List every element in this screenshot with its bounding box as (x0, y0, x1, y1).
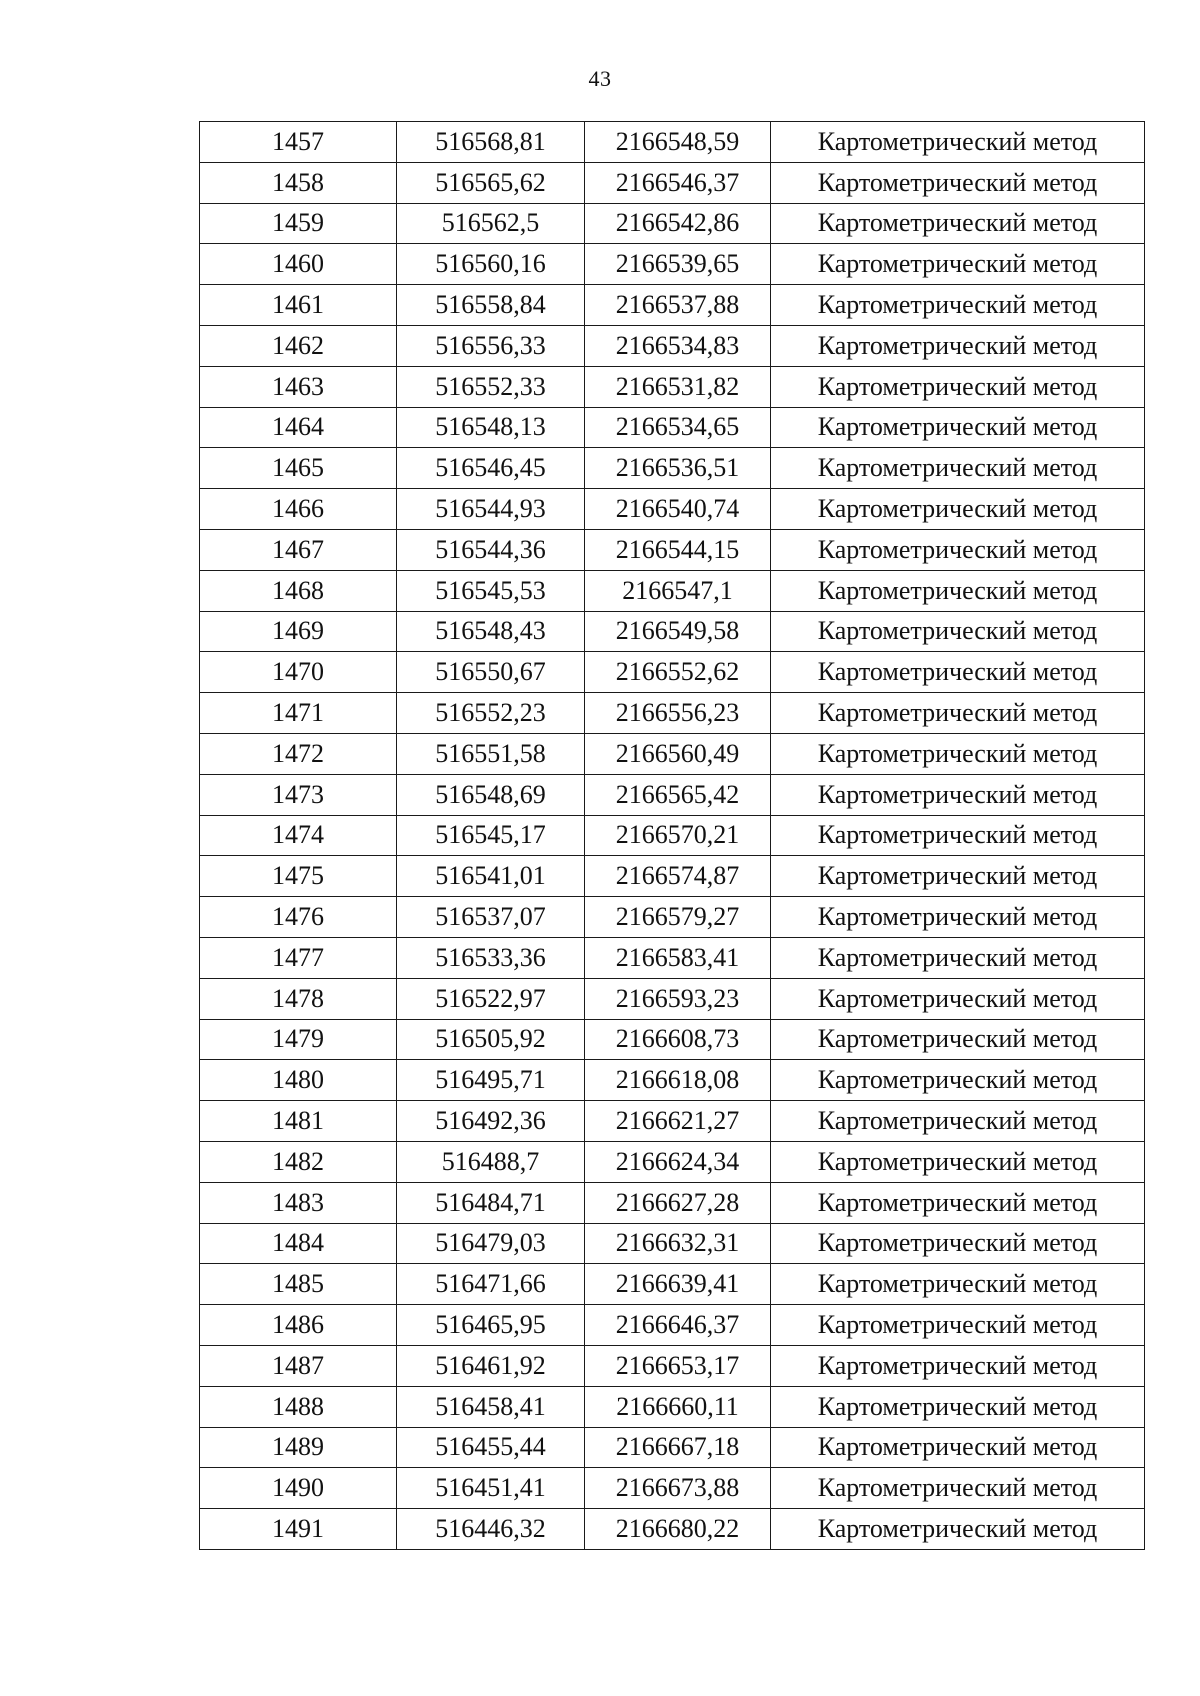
table-row (200, 122, 1145, 163)
coordinate-y-cell: 2166680,22 (585, 1509, 771, 1550)
coordinates-table-body (200, 122, 1145, 1550)
table-row (200, 611, 1145, 652)
coordinate-x-cell: 516495,71 (397, 1060, 585, 1101)
point-number-cell: 1457 (200, 122, 397, 163)
coordinate-y-cell: 2166608,73 (585, 1019, 771, 1060)
coordinate-y-cell: 2166534,83 (585, 325, 771, 366)
table-row (200, 1468, 1145, 1509)
coordinate-y-cell: 2166537,88 (585, 285, 771, 326)
method-cell: Картометрический метод (771, 244, 1145, 285)
method-cell: Картометрический метод (771, 1305, 1145, 1346)
coordinate-y-cell: 2166548,59 (585, 122, 771, 163)
coordinate-y-cell: 2166570,21 (585, 815, 771, 856)
coordinate-x-cell: 516488,7 (397, 1141, 585, 1182)
coordinate-x-cell: 516558,84 (397, 285, 585, 326)
table-row (200, 1509, 1145, 1550)
method-cell: Картометрический метод (771, 1101, 1145, 1142)
method-cell: Картометрический метод (771, 611, 1145, 652)
coordinate-y-cell: 2166583,41 (585, 937, 771, 978)
table-row (200, 856, 1145, 897)
point-number-cell: 1474 (200, 815, 397, 856)
coordinate-x-cell: 516551,58 (397, 733, 585, 774)
coordinate-y-cell: 2166646,37 (585, 1305, 771, 1346)
point-number-cell: 1487 (200, 1345, 397, 1386)
table-row (200, 244, 1145, 285)
method-cell: Картометрический метод (771, 693, 1145, 734)
table-row (200, 693, 1145, 734)
method-cell: Картометрический метод (771, 937, 1145, 978)
point-number-cell: 1490 (200, 1468, 397, 1509)
point-number-cell: 1467 (200, 529, 397, 570)
point-number-cell: 1466 (200, 489, 397, 530)
coordinate-x-cell: 516565,62 (397, 162, 585, 203)
table-row (200, 448, 1145, 489)
table-row (200, 1345, 1145, 1386)
coordinate-y-cell: 2166593,23 (585, 978, 771, 1019)
coordinate-y-cell: 2166624,34 (585, 1141, 771, 1182)
coordinate-x-cell: 516458,41 (397, 1386, 585, 1427)
method-cell: Картометрический метод (771, 1223, 1145, 1264)
coordinate-y-cell: 2166544,15 (585, 529, 771, 570)
table-row (200, 897, 1145, 938)
point-number-cell: 1470 (200, 652, 397, 693)
coordinate-x-cell: 516550,67 (397, 652, 585, 693)
coordinate-x-cell: 516562,5 (397, 203, 585, 244)
coordinate-x-cell: 516548,69 (397, 774, 585, 815)
point-number-cell: 1481 (200, 1101, 397, 1142)
table-row (200, 1427, 1145, 1468)
coordinate-x-cell: 516451,41 (397, 1468, 585, 1509)
point-number-cell: 1486 (200, 1305, 397, 1346)
table-row (200, 1060, 1145, 1101)
table-row (200, 774, 1145, 815)
table-row (200, 529, 1145, 570)
point-number-cell: 1458 (200, 162, 397, 203)
coordinate-x-cell: 516461,92 (397, 1345, 585, 1386)
coordinate-x-cell: 516545,53 (397, 570, 585, 611)
method-cell: Картометрический метод (771, 285, 1145, 326)
method-cell: Картометрический метод (771, 978, 1145, 1019)
coordinate-y-cell: 2166531,82 (585, 366, 771, 407)
method-cell: Картометрический метод (771, 529, 1145, 570)
table-row (200, 1101, 1145, 1142)
point-number-cell: 1477 (200, 937, 397, 978)
coordinate-x-cell: 516546,45 (397, 448, 585, 489)
table-row (200, 1305, 1145, 1346)
point-number-cell: 1462 (200, 325, 397, 366)
point-number-cell: 1482 (200, 1141, 397, 1182)
coordinate-x-cell: 516552,33 (397, 366, 585, 407)
coordinate-y-cell: 2166534,65 (585, 407, 771, 448)
point-number-cell: 1489 (200, 1427, 397, 1468)
method-cell: Картометрический метод (771, 1060, 1145, 1101)
point-number-cell: 1469 (200, 611, 397, 652)
coordinate-y-cell: 2166546,37 (585, 162, 771, 203)
method-cell: Картометрический метод (771, 570, 1145, 611)
point-number-cell: 1465 (200, 448, 397, 489)
coordinate-y-cell: 2166632,31 (585, 1223, 771, 1264)
point-number-cell: 1491 (200, 1509, 397, 1550)
table-row (200, 162, 1145, 203)
method-cell: Картометрический метод (771, 325, 1145, 366)
method-cell: Картометрический метод (771, 1345, 1145, 1386)
table-row (200, 733, 1145, 774)
coordinate-x-cell: 516522,97 (397, 978, 585, 1019)
coordinate-y-cell: 2166574,87 (585, 856, 771, 897)
coordinate-y-cell: 2166540,74 (585, 489, 771, 530)
coordinate-x-cell: 516465,95 (397, 1305, 585, 1346)
coordinate-x-cell: 516568,81 (397, 122, 585, 163)
coordinate-x-cell: 516556,33 (397, 325, 585, 366)
point-number-cell: 1463 (200, 366, 397, 407)
coordinate-y-cell: 2166556,23 (585, 693, 771, 734)
method-cell: Картометрический метод (771, 489, 1145, 530)
point-number-cell: 1483 (200, 1182, 397, 1223)
coordinate-y-cell: 2166549,58 (585, 611, 771, 652)
table-row (200, 325, 1145, 366)
point-number-cell: 1478 (200, 978, 397, 1019)
method-cell: Картометрический метод (771, 733, 1145, 774)
method-cell: Картометрический метод (771, 448, 1145, 489)
coordinate-x-cell: 516548,43 (397, 611, 585, 652)
method-cell: Картометрический метод (771, 1141, 1145, 1182)
point-number-cell: 1464 (200, 407, 397, 448)
method-cell: Картометрический метод (771, 162, 1145, 203)
coordinate-y-cell: 2166539,65 (585, 244, 771, 285)
coordinate-x-cell: 516492,36 (397, 1101, 585, 1142)
coordinate-x-cell: 516537,07 (397, 897, 585, 938)
table-row (200, 1182, 1145, 1223)
table-row (200, 1019, 1145, 1060)
coordinate-y-cell: 2166560,49 (585, 733, 771, 774)
point-number-cell: 1471 (200, 693, 397, 734)
method-cell: Картометрический метод (771, 1386, 1145, 1427)
point-number-cell: 1479 (200, 1019, 397, 1060)
coordinate-x-cell: 516471,66 (397, 1264, 585, 1305)
point-number-cell: 1472 (200, 733, 397, 774)
coordinate-y-cell: 2166552,62 (585, 652, 771, 693)
table-row (200, 570, 1145, 611)
coordinate-y-cell: 2166627,28 (585, 1182, 771, 1223)
table-row (200, 489, 1145, 530)
coordinate-y-cell: 2166536,51 (585, 448, 771, 489)
coordinate-y-cell: 2166667,18 (585, 1427, 771, 1468)
coordinate-x-cell: 516548,13 (397, 407, 585, 448)
coordinate-x-cell: 516455,44 (397, 1427, 585, 1468)
method-cell: Картометрический метод (771, 122, 1145, 163)
point-number-cell: 1473 (200, 774, 397, 815)
method-cell: Картометрический метод (771, 897, 1145, 938)
table-row (200, 978, 1145, 1019)
coordinate-y-cell: 2166579,27 (585, 897, 771, 938)
method-cell: Картометрический метод (771, 774, 1145, 815)
method-cell: Картометрический метод (771, 1427, 1145, 1468)
table-row (200, 407, 1145, 448)
method-cell: Картометрический метод (771, 366, 1145, 407)
coordinate-x-cell: 516560,16 (397, 244, 585, 285)
coordinate-y-cell: 2166621,27 (585, 1101, 771, 1142)
method-cell: Картометрический метод (771, 815, 1145, 856)
coordinate-x-cell: 516505,92 (397, 1019, 585, 1060)
coordinate-x-cell: 516544,36 (397, 529, 585, 570)
method-cell: Картометрический метод (771, 1019, 1145, 1060)
point-number-cell: 1484 (200, 1223, 397, 1264)
table-row (200, 203, 1145, 244)
table-row (200, 366, 1145, 407)
point-number-cell: 1461 (200, 285, 397, 326)
coordinate-y-cell: 2166653,17 (585, 1345, 771, 1386)
method-cell: Картометрический метод (771, 203, 1145, 244)
table-row (200, 1386, 1145, 1427)
coordinate-x-cell: 516533,36 (397, 937, 585, 978)
point-number-cell: 1488 (200, 1386, 397, 1427)
method-cell: Картометрический метод (771, 1182, 1145, 1223)
coordinate-y-cell: 2166639,41 (585, 1264, 771, 1305)
coordinate-y-cell: 2166673,88 (585, 1468, 771, 1509)
point-number-cell: 1480 (200, 1060, 397, 1101)
coordinates-table (199, 121, 1145, 1550)
coordinate-x-cell: 516552,23 (397, 693, 585, 734)
point-number-cell: 1485 (200, 1264, 397, 1305)
table-row (200, 652, 1145, 693)
coordinate-x-cell: 516479,03 (397, 1223, 585, 1264)
coordinate-x-cell: 516446,32 (397, 1509, 585, 1550)
point-number-cell: 1476 (200, 897, 397, 938)
coordinate-x-cell: 516544,93 (397, 489, 585, 530)
method-cell: Картометрический метод (771, 1468, 1145, 1509)
table-row (200, 1264, 1145, 1305)
point-number-cell: 1459 (200, 203, 397, 244)
method-cell: Картометрический метод (771, 407, 1145, 448)
method-cell: Картометрический метод (771, 856, 1145, 897)
coordinate-x-cell: 516541,01 (397, 856, 585, 897)
coordinate-y-cell: 2166547,1 (585, 570, 771, 611)
point-number-cell: 1475 (200, 856, 397, 897)
table-row (200, 1223, 1145, 1264)
page-number: 43 (588, 66, 612, 91)
point-number-cell: 1460 (200, 244, 397, 285)
coordinate-y-cell: 2166660,11 (585, 1386, 771, 1427)
method-cell: Картометрический метод (771, 1509, 1145, 1550)
table-row (200, 1141, 1145, 1182)
coordinate-x-cell: 516484,71 (397, 1182, 585, 1223)
table-row (200, 937, 1145, 978)
point-number-cell: 1468 (200, 570, 397, 611)
table-row (200, 285, 1145, 326)
table-row (200, 815, 1145, 856)
coordinate-x-cell: 516545,17 (397, 815, 585, 856)
coordinate-y-cell: 2166542,86 (585, 203, 771, 244)
coordinate-y-cell: 2166618,08 (585, 1060, 771, 1101)
method-cell: Картометрический метод (771, 652, 1145, 693)
method-cell: Картометрический метод (771, 1264, 1145, 1305)
coordinate-y-cell: 2166565,42 (585, 774, 771, 815)
